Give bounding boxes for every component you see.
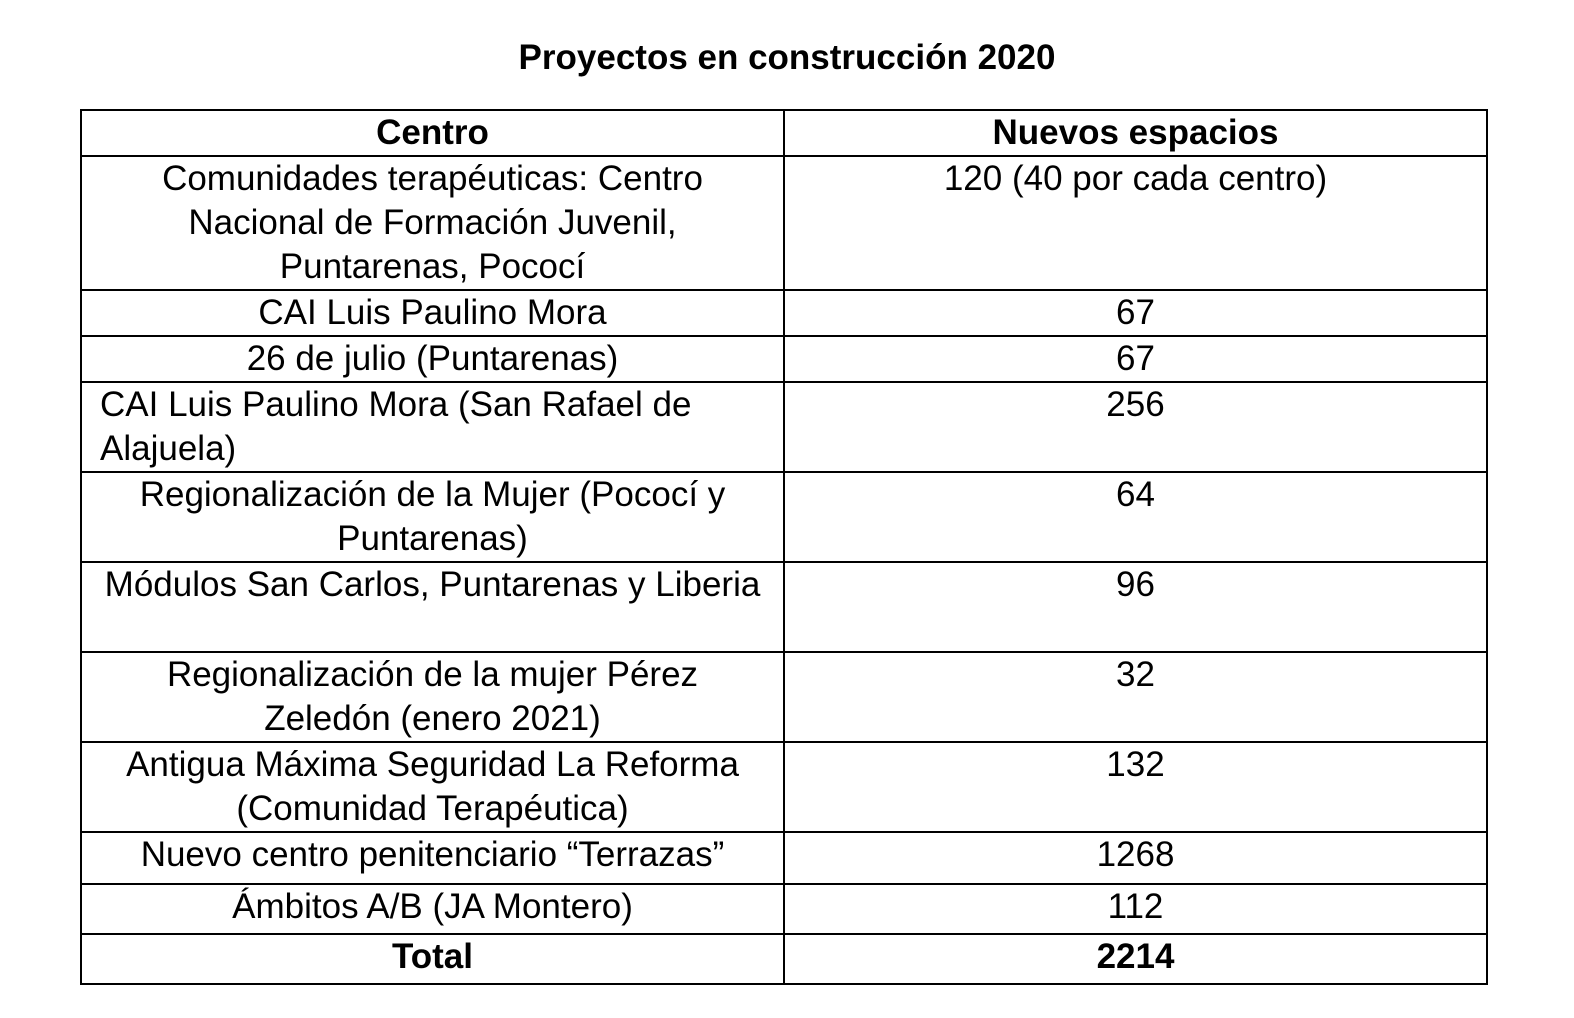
cell-centro: Nuevo centro penitenciario “Terrazas” xyxy=(81,832,784,884)
projects-table xyxy=(80,109,1488,985)
table-row xyxy=(81,562,1487,652)
cell-espacios: 64 xyxy=(784,472,1487,562)
table-row xyxy=(81,742,1487,832)
table-row xyxy=(81,290,1487,336)
cell-centro: CAI Luis Paulino Mora (San Rafael de Alajuela) xyxy=(81,382,784,472)
cell-centro: Antigua Máxima Seguridad La Reforma (Comunidad Terapéutica) xyxy=(81,742,784,832)
cell-espacios: 67 xyxy=(784,290,1487,336)
table-row xyxy=(81,832,1487,884)
total-label: Total xyxy=(81,934,784,984)
table-row xyxy=(81,472,1487,562)
column-header-centro: Centro xyxy=(81,110,784,156)
cell-espacios: 1268 xyxy=(784,832,1487,884)
cell-centro: 26 de julio (Puntarenas) xyxy=(81,336,784,382)
table-header-row xyxy=(81,110,1487,156)
cell-espacios: 112 xyxy=(784,884,1487,934)
cell-espacios: 32 xyxy=(784,652,1487,742)
cell-espacios: 67 xyxy=(784,336,1487,382)
cell-espacios: 132 xyxy=(784,742,1487,832)
table-row xyxy=(81,336,1487,382)
cell-centro: Regionalización de la mujer Pérez Zeledón (enero 2021) xyxy=(81,652,784,742)
cell-centro: Comunidades terapéuticas: Centro Nacional de Formación Juvenil, Puntarenas, Pococí xyxy=(81,156,784,290)
cell-espacios: 96 xyxy=(784,562,1487,652)
table-row xyxy=(81,382,1487,472)
table-row xyxy=(81,156,1487,290)
cell-centro: Regionalización de la Mujer (Pococí y Puntarenas) xyxy=(81,472,784,562)
cell-espacios: 120 (40 por cada centro) xyxy=(784,156,1487,290)
table-row xyxy=(81,884,1487,934)
cell-centro: CAI Luis Paulino Mora xyxy=(81,290,784,336)
cell-centro: Módulos San Carlos, Puntarenas y Liberia xyxy=(81,562,784,652)
page-title: Proyectos en construcción 2020 xyxy=(518,38,1056,77)
table-row xyxy=(81,652,1487,742)
cell-centro: Ámbitos A/B (JA Montero) xyxy=(81,884,784,934)
total-value: 2214 xyxy=(784,934,1487,984)
total-row xyxy=(81,934,1487,984)
cell-espacios: 256 xyxy=(784,382,1487,472)
column-header-nuevos-espacios: Nuevos espacios xyxy=(784,110,1487,156)
